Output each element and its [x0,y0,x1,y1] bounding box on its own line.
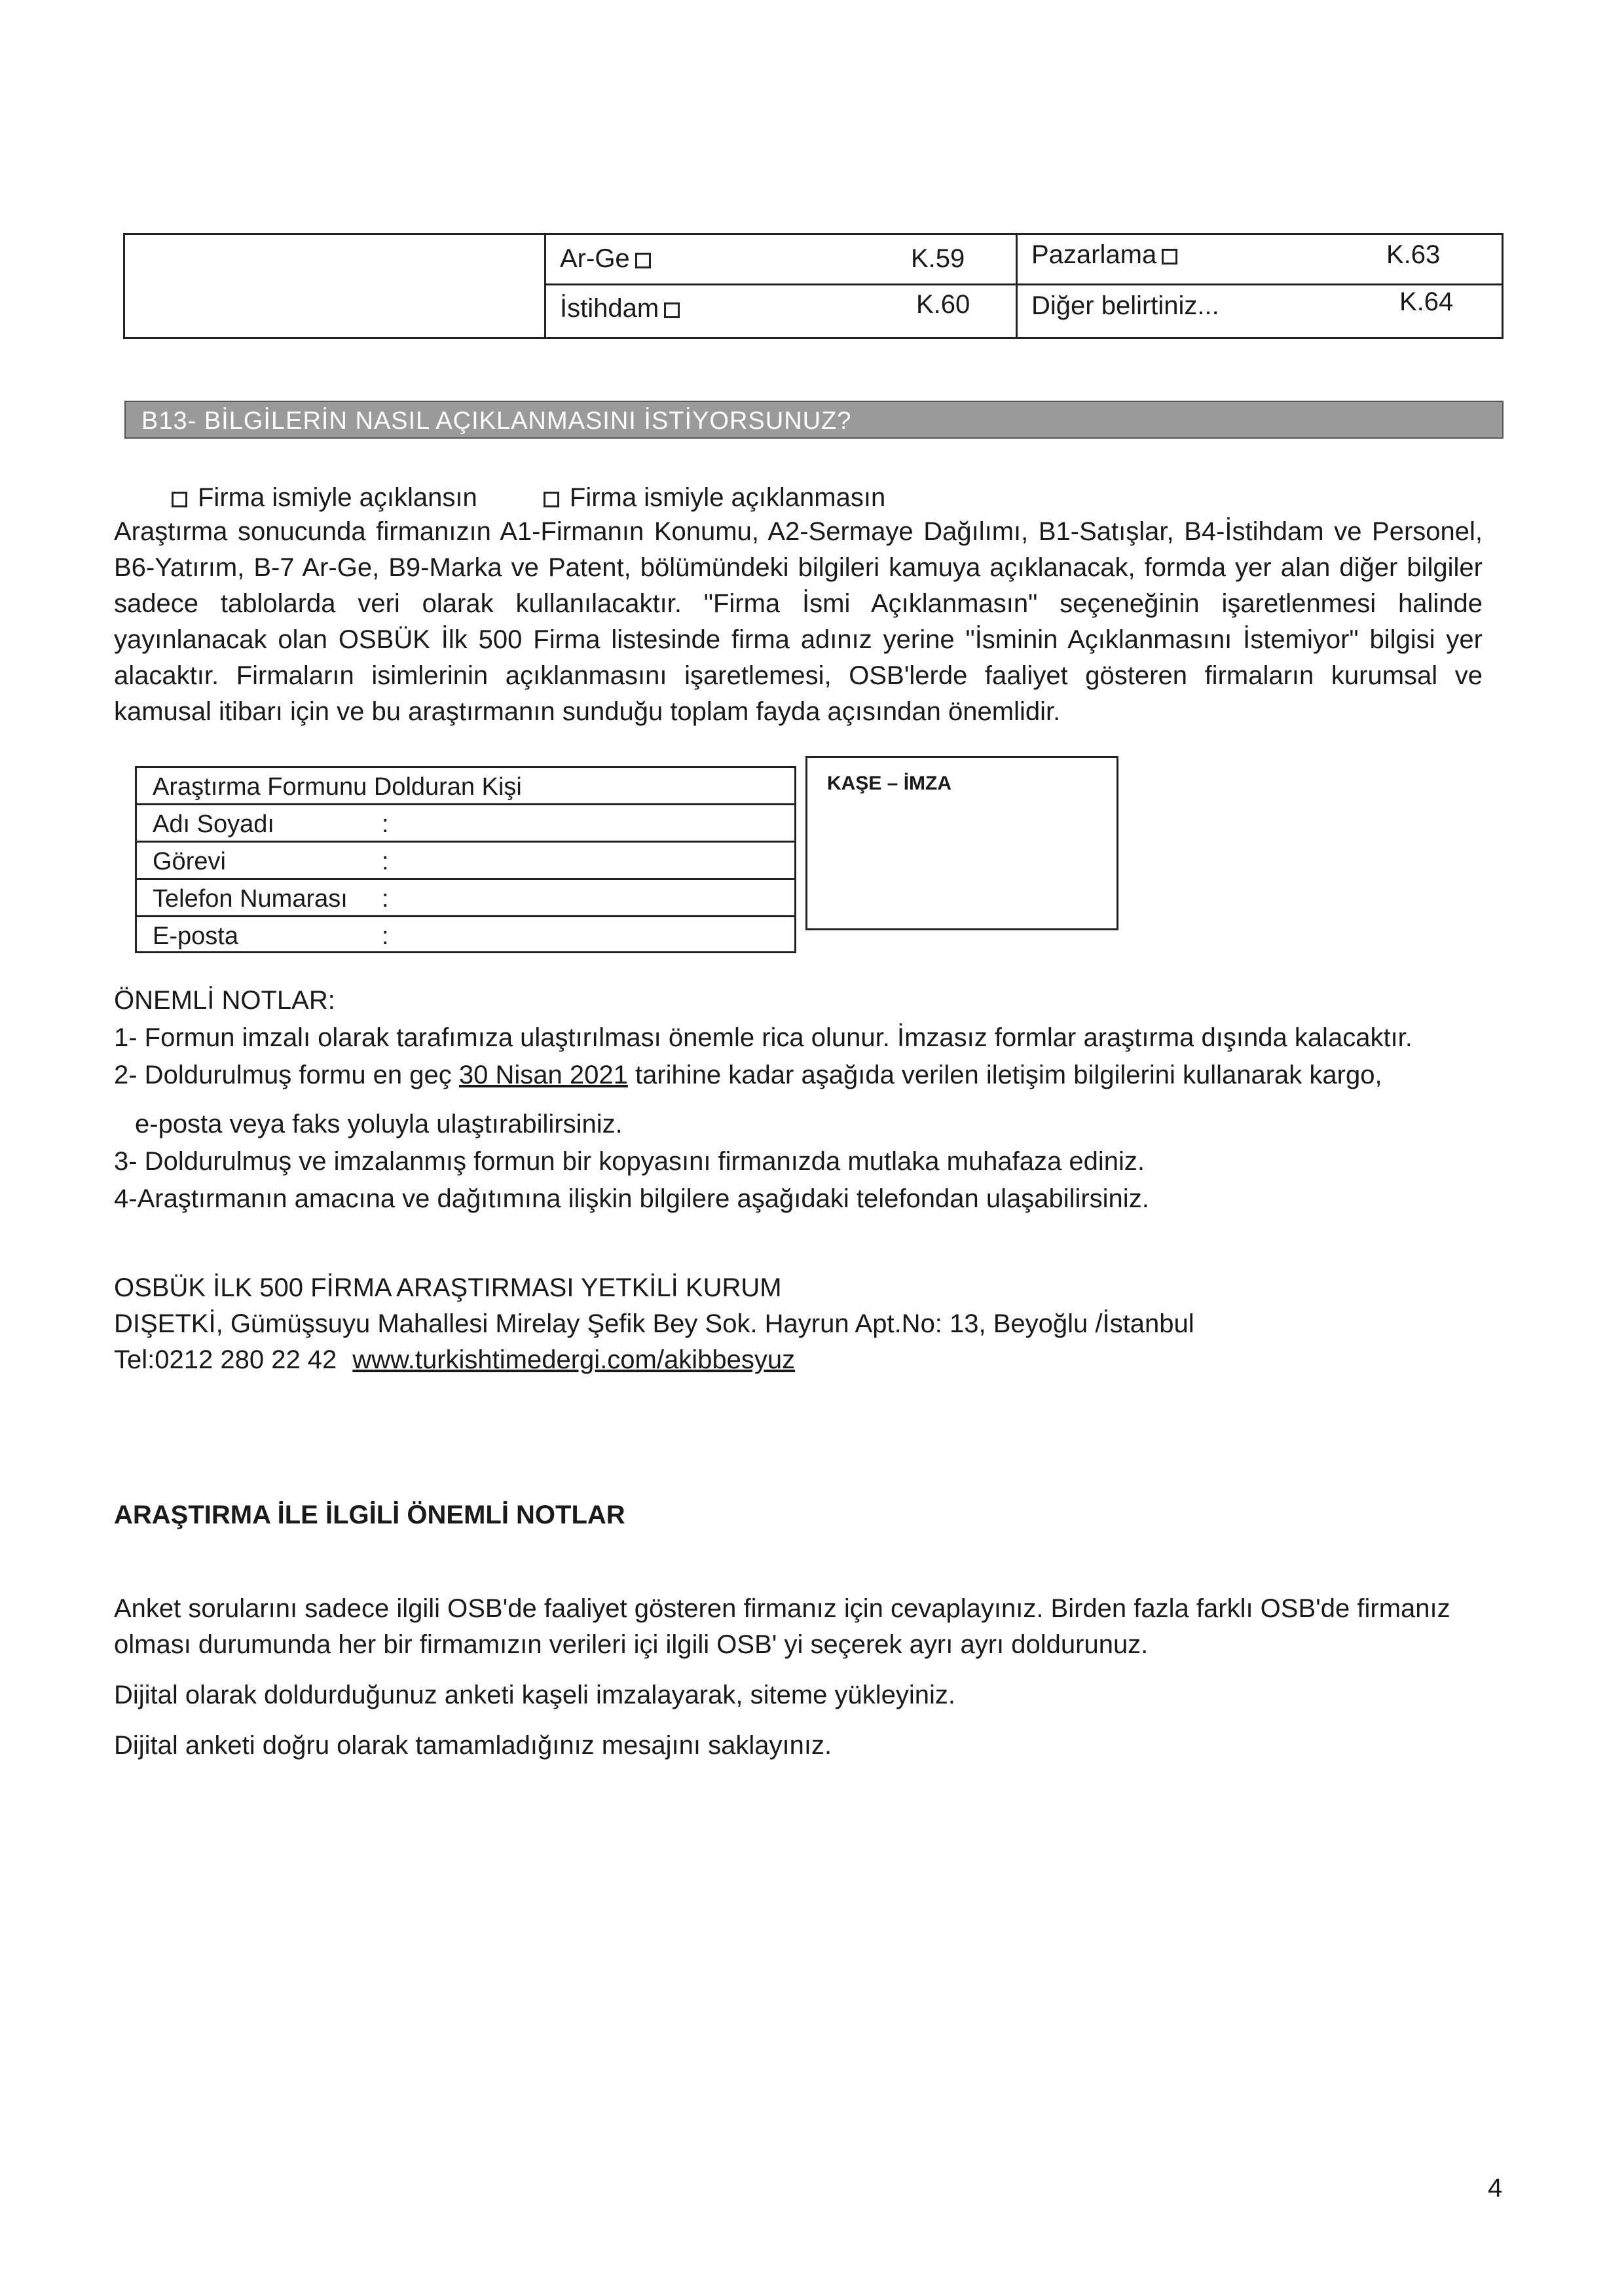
other-code: K.64 [1399,287,1454,316]
form-filler-header-row [137,768,794,805]
marketing-checkbox[interactable] [1162,249,1177,264]
employment-code: K.60 [916,290,970,319]
marketing-option: Pazarlama [1031,240,1177,269]
contact-address: DIŞETKİ, Gümüşsuyu Mahallesi Mirelay Şefik Bey Sok. Hayrun Apt.No: 13, Beyoğlu /İstanbul [114,1309,1194,1338]
disclosure-explanation: Araştırma sonucunda firmanızın A1-Firmanın Konumu, A2-Sermaye Dağılımı, B1-Satışlar, B4-İstihdam ve Personel, B6-Yatırım, B-7 Ar-Ge, B9-Marka ve Patent, bölümündeki bilgileri kamuya açıklanacak, formda yer alan diğer bilgiler sadece tablolarda veri olarak kullanılacaktır. "Firma İsmi Açıklanmasın" seçeneğinin işaretlenmesi halinde yayınlanacak olan OSBÜK İlk 500 Firma listesinde firma adınız yerine "İsminin Açıklanmasını İstemiyor" bilgisi yer alacaktır. Firmaların isimlerinin açıklanmasını işaretlemesi, OSB'lerde faaliyet gösteren firmaların kurumsal ve kamusal itibarı için ve bu araştırmanın sunduğu toplam fayda açısından önemlidir. [114,517,1483,726]
contact-title: OSBÜK İLK 500 FİRMA ARAŞTIRMASI YETKİLİ KURUM [114,1273,782,1302]
phone-colon: : [382,885,389,913]
employment-option: İstihdam [560,294,680,323]
phone-label: Telefon Numarası [153,885,348,913]
position-colon: : [382,848,389,875]
email-row[interactable] [137,917,794,955]
position-row[interactable] [137,843,794,880]
table-divider [544,283,1502,285]
email-label: E-posta [153,922,238,950]
disclosure-options [172,483,944,513]
research-notes [114,1591,1502,1778]
table-divider [544,235,546,337]
phone-row[interactable] [137,880,794,917]
note-2-continued: e-posta veya faks yoluyla ulaştırabilirsiniz. [135,1110,623,1139]
position-label: Görevi [153,848,226,875]
important-notes [114,982,1502,1218]
disclose-checkbox[interactable] [172,492,187,507]
research-note-2: Dijital olarak doldurduğunuz anketi kaşeli imzalayarak, siteme yükleyiniz. [114,1681,956,1709]
name-row[interactable] [137,805,794,843]
note-2: 2- Doldurulmuş formu en geç 30 Nisan 2021 tarihine kadar aşağıda verilen iletişim bilgilerini kullanarak kargo, [114,1061,1382,1089]
form-filler-header: Araştırma Formunu Dolduran Kişi [153,773,522,801]
website-link[interactable]: www.turkishtimedergi.com/akibbesyuz [352,1345,796,1374]
name-colon: : [382,811,389,838]
contact-block [114,1270,1194,1378]
note-4: 4-Araştırmanın amacına ve dağıtımına ilişkin bilgilere aşağıdaki telefondan ulaşabilirsiniz. [114,1184,1149,1213]
deadline-date: 30 Nisan 2021 [458,1061,628,1089]
name-label: Adı Soyadı [153,811,274,838]
hide-option[interactable]: Firma ismiyle açıklanmasın [544,483,885,513]
contact-phone-line [114,1342,1194,1378]
incentive-table [123,233,1504,339]
research-note-1: Anket sorularını sadece ilgili OSB'de faaliyet gösteren firmanız için cevaplayınız. Birden fazla farklı OSB'de firmanız olması durumunda her bir firmamızın verileri içi ilgili OSB' yi seçerek ayrı ayrı doldurunuz. [114,1594,1450,1659]
email-colon: : [382,922,389,950]
table-divider [1016,235,1018,337]
important-notes-heading: ÖNEMLİ NOTLAR: [114,986,335,1015]
other-option: Diğer belirtiniz... [1031,291,1219,320]
stamp-signature-box[interactable] [805,756,1118,930]
page-number: 4 [1488,2174,1503,2202]
form-filler-table [135,766,796,953]
marketing-code: K.63 [1386,240,1441,269]
rd-option: Ar-Ge [560,244,651,273]
section-b13-header [124,401,1504,439]
section-b13-title: B13- BİLGİLERİN NASIL AÇIKLANMASINI İSTİYORSUNUZ? [141,407,852,435]
rd-code: K.59 [911,244,965,273]
research-note-3: Dijital anketi doğru olarak tamamladığınız mesajını saklayınız. [114,1731,832,1760]
rd-checkbox[interactable] [635,253,651,268]
disclose-option[interactable]: Firma ismiyle açıklansın [172,483,477,513]
contact-phone: Tel:0212 280 22 42 [114,1345,337,1374]
stamp-signature-label: KAŞE – İMZA [827,773,952,794]
note-3: 3- Doldurulmuş ve imzalanmış formun bir kopyasını firmanızda mutlaka muhafaza ediniz. [114,1147,1145,1176]
hide-checkbox[interactable] [544,492,559,507]
employment-checkbox[interactable] [664,302,680,318]
research-notes-heading: ARAŞTIRMA İLE İLGİLİ ÖNEMLİ NOTLAR [114,1501,625,1529]
note-1: 1- Formun imzalı olarak tarafımıza ulaştırılması önemle rica olunur. İmzasız formlar araştırma dışında kalacaktır. [114,1023,1412,1052]
